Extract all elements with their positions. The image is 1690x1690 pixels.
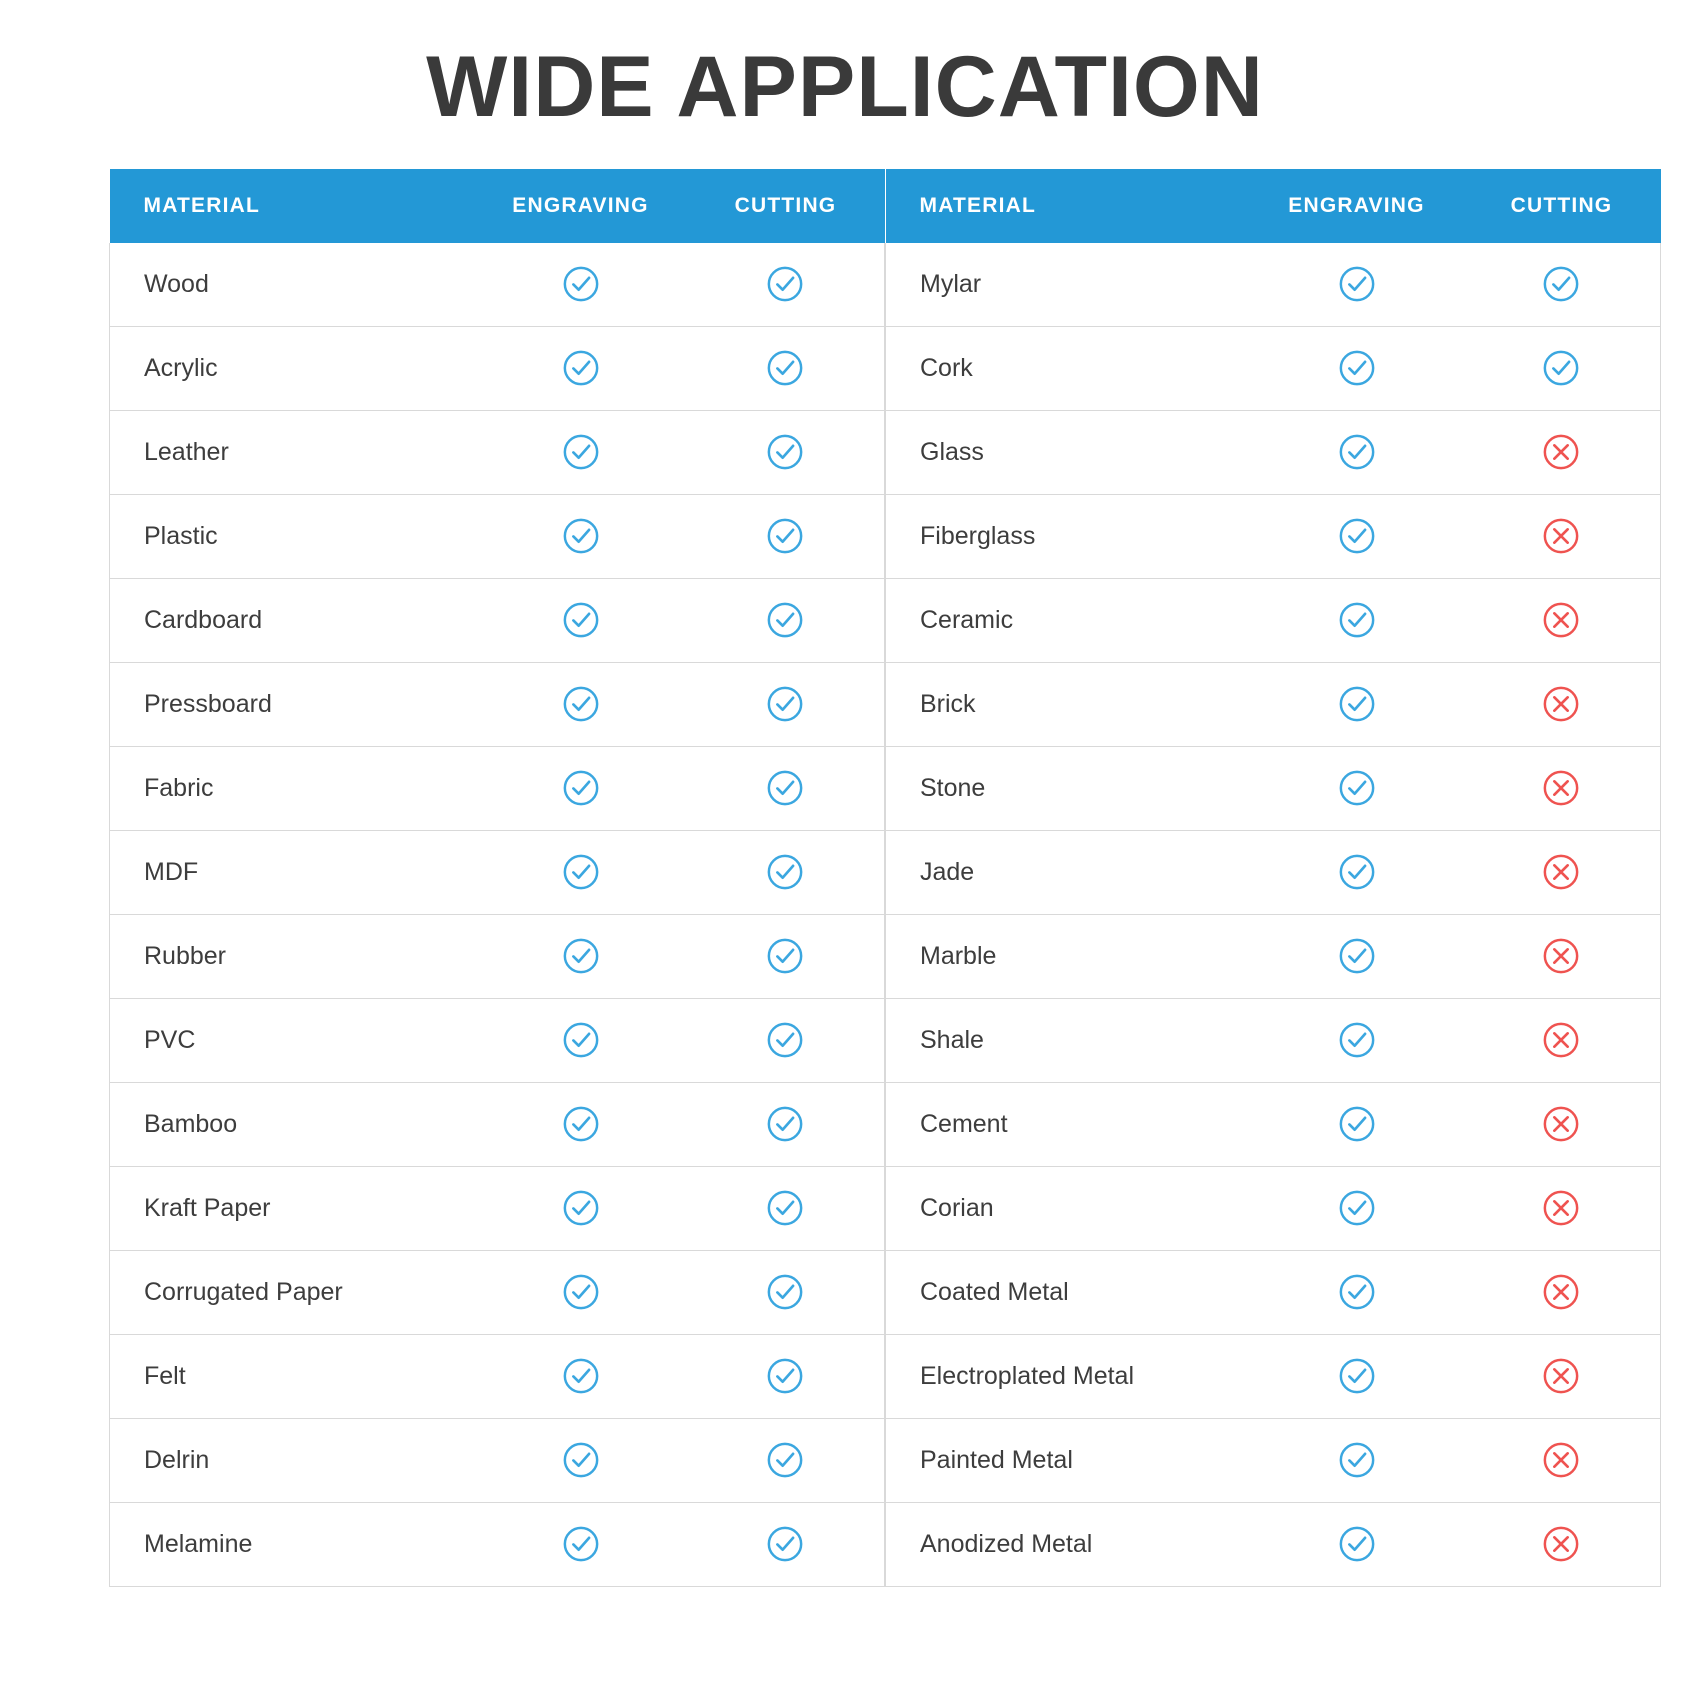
check-circle-icon — [766, 941, 804, 969]
check-circle-icon — [766, 437, 804, 465]
table-row — [886, 243, 1661, 327]
table-row — [110, 1250, 885, 1334]
cell-cutting — [687, 662, 885, 746]
cell-engraving — [475, 746, 687, 830]
cell-engraving — [1251, 746, 1463, 830]
cell-engraving — [475, 1250, 687, 1334]
cell-engraving — [1251, 494, 1463, 578]
cell-cutting — [687, 494, 885, 578]
cell-material: Brick — [886, 662, 1251, 746]
cell-cutting — [687, 1082, 885, 1166]
header-material: MATERIAL — [886, 169, 1251, 243]
cross-circle-icon — [1542, 941, 1580, 969]
table-row — [886, 1082, 1661, 1166]
cell-material: Bamboo — [110, 1082, 475, 1166]
cell-cutting — [1463, 1334, 1661, 1418]
check-circle-icon — [562, 353, 600, 381]
cell-cutting — [1463, 1418, 1661, 1502]
cell-cutting — [1463, 662, 1661, 746]
cell-material: Ceramic — [886, 578, 1251, 662]
check-circle-icon — [1338, 1277, 1376, 1305]
cell-material: Cement — [886, 1082, 1251, 1166]
materials-table-left — [109, 169, 885, 1587]
check-circle-icon — [1542, 353, 1580, 381]
cell-material: Cardboard — [110, 578, 475, 662]
page-title: WIDE APPLICATION — [426, 39, 1264, 135]
cross-circle-icon — [1542, 605, 1580, 633]
check-circle-icon — [766, 1361, 804, 1389]
cell-material: Fabric — [110, 746, 475, 830]
check-circle-icon — [1338, 689, 1376, 717]
header-cutting: CUTTING — [1463, 169, 1661, 243]
cell-cutting — [1463, 1502, 1661, 1586]
cell-cutting — [1463, 494, 1661, 578]
cross-circle-icon — [1542, 1109, 1580, 1137]
cell-cutting — [687, 830, 885, 914]
cell-cutting — [1463, 326, 1661, 410]
cell-engraving — [475, 914, 687, 998]
cell-engraving — [1251, 830, 1463, 914]
table-row — [110, 1334, 885, 1418]
table-row — [110, 578, 885, 662]
table-row — [886, 914, 1661, 998]
cross-circle-icon — [1542, 1361, 1580, 1389]
cross-circle-icon — [1542, 521, 1580, 549]
check-circle-icon — [562, 857, 600, 885]
check-circle-icon — [766, 1277, 804, 1305]
check-circle-icon — [766, 1025, 804, 1053]
table-body-right — [886, 243, 1661, 1587]
check-circle-icon — [1338, 857, 1376, 885]
table-row — [886, 998, 1661, 1082]
cell-cutting — [1463, 243, 1661, 327]
check-circle-icon — [766, 1445, 804, 1473]
table-row — [110, 662, 885, 746]
check-circle-icon — [562, 773, 600, 801]
cell-cutting — [1463, 914, 1661, 998]
header-row — [886, 169, 1661, 243]
cell-engraving — [475, 662, 687, 746]
table-row — [886, 494, 1661, 578]
table-row — [886, 1166, 1661, 1250]
table-row — [886, 662, 1661, 746]
cell-material: Stone — [886, 746, 1251, 830]
check-circle-icon — [1338, 521, 1376, 549]
table-row — [110, 1418, 885, 1502]
header-row — [110, 169, 885, 243]
cell-material: Felt — [110, 1334, 475, 1418]
cell-engraving — [475, 1166, 687, 1250]
cell-material: Glass — [886, 410, 1251, 494]
cell-cutting — [1463, 998, 1661, 1082]
cell-engraving — [1251, 578, 1463, 662]
cell-cutting — [1463, 830, 1661, 914]
check-circle-icon — [766, 353, 804, 381]
cell-engraving — [1251, 914, 1463, 998]
cell-engraving — [475, 1418, 687, 1502]
cell-cutting — [687, 1166, 885, 1250]
cell-material: Rubber — [110, 914, 475, 998]
cell-engraving — [1251, 1502, 1463, 1586]
table-row — [886, 1418, 1661, 1502]
cell-engraving — [475, 1334, 687, 1418]
check-circle-icon — [1338, 1109, 1376, 1137]
header-cutting: CUTTING — [687, 169, 885, 243]
table-row — [110, 1166, 885, 1250]
check-circle-icon — [766, 773, 804, 801]
table-header-right — [886, 169, 1661, 243]
check-circle-icon — [562, 521, 600, 549]
check-circle-icon — [562, 1529, 600, 1557]
check-circle-icon — [562, 1361, 600, 1389]
table-row — [110, 1082, 885, 1166]
table-row — [886, 830, 1661, 914]
table-row — [886, 410, 1661, 494]
cell-engraving — [475, 578, 687, 662]
cell-material: MDF — [110, 830, 475, 914]
cell-cutting — [687, 998, 885, 1082]
cell-material: Electroplated Metal — [886, 1334, 1251, 1418]
check-circle-icon — [562, 269, 600, 297]
cell-engraving — [475, 1502, 687, 1586]
cell-cutting — [687, 1502, 885, 1586]
cell-material: Jade — [886, 830, 1251, 914]
table-row — [110, 914, 885, 998]
cell-engraving — [1251, 1334, 1463, 1418]
check-circle-icon — [766, 521, 804, 549]
table-row — [110, 243, 885, 327]
table-row — [110, 830, 885, 914]
cell-engraving — [475, 830, 687, 914]
check-circle-icon — [1338, 437, 1376, 465]
table-row — [110, 998, 885, 1082]
cell-material: Plastic — [110, 494, 475, 578]
cell-engraving — [1251, 1418, 1463, 1502]
cell-material: Anodized Metal — [886, 1502, 1251, 1586]
check-circle-icon — [1542, 269, 1580, 297]
cell-cutting — [687, 410, 885, 494]
cell-cutting — [687, 914, 885, 998]
cross-circle-icon — [1542, 437, 1580, 465]
check-circle-icon — [1338, 269, 1376, 297]
cell-material: Corian — [886, 1166, 1251, 1250]
table-row — [110, 410, 885, 494]
check-circle-icon — [1338, 1025, 1376, 1053]
check-circle-icon — [766, 1109, 804, 1137]
check-circle-icon — [562, 689, 600, 717]
check-circle-icon — [1338, 773, 1376, 801]
check-circle-icon — [766, 857, 804, 885]
cell-cutting — [687, 1250, 885, 1334]
check-circle-icon — [1338, 1529, 1376, 1557]
table-row — [886, 1250, 1661, 1334]
cell-material: Acrylic — [110, 326, 475, 410]
table-row — [110, 746, 885, 830]
cell-cutting — [687, 1334, 885, 1418]
cross-circle-icon — [1542, 1445, 1580, 1473]
cell-cutting — [1463, 1250, 1661, 1334]
cross-circle-icon — [1542, 1025, 1580, 1053]
cell-material: Coated Metal — [886, 1250, 1251, 1334]
table-row — [886, 1502, 1661, 1586]
cross-circle-icon — [1542, 1277, 1580, 1305]
cell-material: Leather — [110, 410, 475, 494]
check-circle-icon — [1338, 605, 1376, 633]
cell-engraving — [1251, 998, 1463, 1082]
check-circle-icon — [766, 689, 804, 717]
table-row — [110, 494, 885, 578]
cell-engraving — [1251, 1250, 1463, 1334]
check-circle-icon — [562, 1025, 600, 1053]
cell-material: Kraft Paper — [110, 1166, 475, 1250]
materials-table-right — [885, 169, 1661, 1587]
table-row — [886, 1334, 1661, 1418]
cell-engraving — [475, 998, 687, 1082]
cell-material: PVC — [110, 998, 475, 1082]
check-circle-icon — [766, 269, 804, 297]
check-circle-icon — [562, 1277, 600, 1305]
cell-cutting — [687, 746, 885, 830]
table-row — [886, 746, 1661, 830]
cell-material: Painted Metal — [886, 1418, 1251, 1502]
cell-engraving — [475, 410, 687, 494]
cell-engraving — [475, 243, 687, 327]
check-circle-icon — [1338, 1193, 1376, 1221]
cell-engraving — [1251, 662, 1463, 746]
check-circle-icon — [562, 605, 600, 633]
table-row — [110, 326, 885, 410]
cross-circle-icon — [1542, 773, 1580, 801]
cell-engraving — [1251, 1082, 1463, 1166]
cross-circle-icon — [1542, 1193, 1580, 1221]
cross-circle-icon — [1542, 689, 1580, 717]
cross-circle-icon — [1542, 1529, 1580, 1557]
cell-cutting — [1463, 410, 1661, 494]
cell-cutting — [687, 243, 885, 327]
check-circle-icon — [562, 1445, 600, 1473]
table-row — [110, 1502, 885, 1586]
check-circle-icon — [766, 605, 804, 633]
cell-engraving — [475, 494, 687, 578]
check-circle-icon — [1338, 1445, 1376, 1473]
check-circle-icon — [562, 941, 600, 969]
cell-engraving — [475, 1082, 687, 1166]
cell-material: Corrugated Paper — [110, 1250, 475, 1334]
cell-material: Wood — [110, 243, 475, 327]
cell-engraving — [1251, 1166, 1463, 1250]
check-circle-icon — [1338, 1361, 1376, 1389]
cell-material: Melamine — [110, 1502, 475, 1586]
tables-container — [109, 169, 1613, 1587]
cell-material: Shale — [886, 998, 1251, 1082]
cell-material: Delrin — [110, 1418, 475, 1502]
check-circle-icon — [562, 437, 600, 465]
cell-material: Marble — [886, 914, 1251, 998]
cell-cutting — [1463, 746, 1661, 830]
cell-material: Cork — [886, 326, 1251, 410]
table-header-left — [110, 169, 885, 243]
cell-material: Fiberglass — [886, 494, 1251, 578]
cell-engraving — [1251, 326, 1463, 410]
header-material: MATERIAL — [110, 169, 475, 243]
table-row — [886, 326, 1661, 410]
cross-circle-icon — [1542, 857, 1580, 885]
table-body-left — [110, 243, 885, 1587]
cell-cutting — [1463, 1166, 1661, 1250]
check-circle-icon — [562, 1193, 600, 1221]
check-circle-icon — [562, 1109, 600, 1137]
cell-cutting — [687, 578, 885, 662]
table-row — [886, 578, 1661, 662]
cell-engraving — [475, 326, 687, 410]
cell-material: Pressboard — [110, 662, 475, 746]
cell-cutting — [1463, 578, 1661, 662]
header-engraving: ENGRAVING — [1251, 169, 1463, 243]
header-engraving: ENGRAVING — [475, 169, 687, 243]
check-circle-icon — [766, 1529, 804, 1557]
check-circle-icon — [1338, 353, 1376, 381]
cell-cutting — [687, 326, 885, 410]
cell-engraving — [1251, 243, 1463, 327]
cell-engraving — [1251, 410, 1463, 494]
cell-cutting — [687, 1418, 885, 1502]
check-circle-icon — [766, 1193, 804, 1221]
cell-material: Mylar — [886, 243, 1251, 327]
cell-cutting — [1463, 1082, 1661, 1166]
check-circle-icon — [1338, 941, 1376, 969]
